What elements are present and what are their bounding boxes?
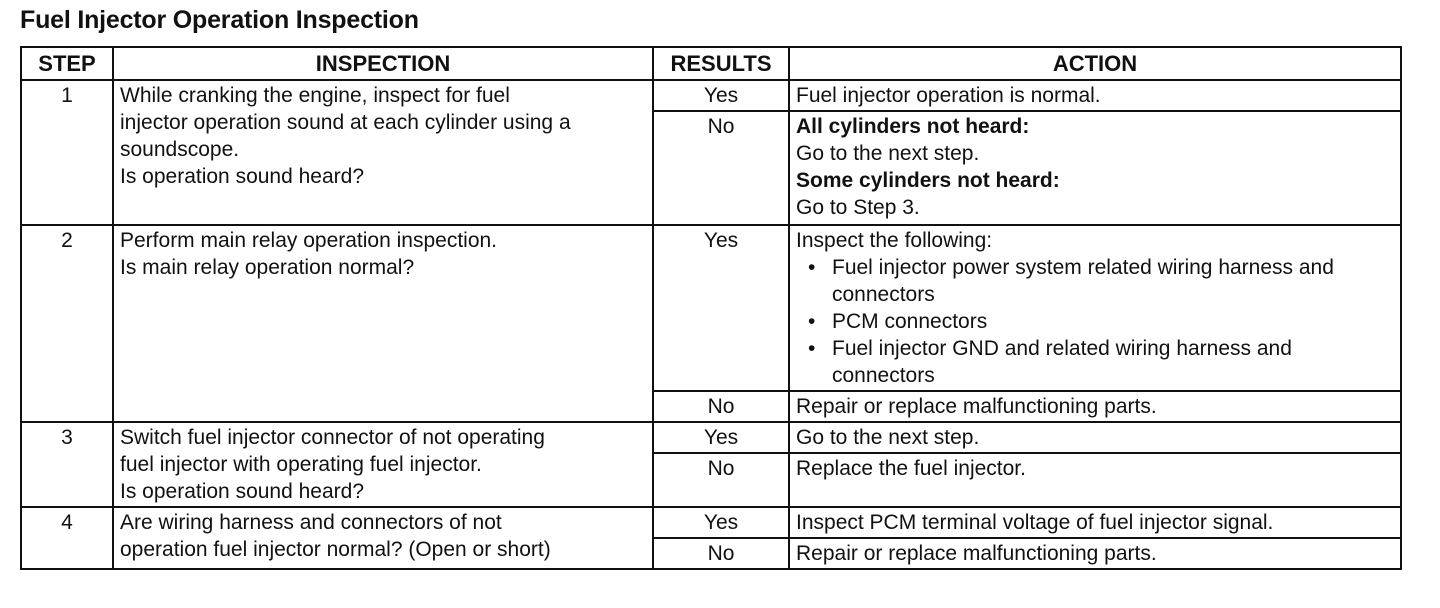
- result-no: No: [653, 111, 789, 225]
- action-condition: All cylinders not heard:: [796, 115, 1030, 138]
- result-no: No: [653, 391, 789, 422]
- action-condition: Some cylinders not heard:: [796, 169, 1060, 192]
- action-text: Go to Step 3.: [796, 196, 920, 219]
- action-text: Fuel injector operation is normal.: [789, 80, 1401, 111]
- table-row: [21, 507, 1401, 538]
- table-row: [21, 80, 1401, 111]
- table-row: [21, 225, 1401, 391]
- header-inspection: INSPECTION: [113, 47, 653, 80]
- inspection-text: Perform main relay operation inspection. Is main relay operation normal?: [113, 225, 653, 422]
- action-text: Go to the next step.: [796, 142, 980, 165]
- result-yes: Yes: [653, 507, 789, 538]
- page-title: Fuel Injector Operation Inspection: [20, 6, 419, 34]
- inspection-text: Are wiring harness and connectors of not operation fuel injector normal? (Open or short): [113, 507, 653, 569]
- action-cell: [789, 111, 1401, 225]
- result-yes: Yes: [653, 422, 789, 453]
- list-item: • Fuel injector GND and related wiring harness and connectors: [832, 335, 1394, 389]
- result-no: No: [653, 453, 789, 507]
- step-number: 2: [21, 225, 113, 422]
- header-step: STEP: [21, 47, 113, 80]
- step-number: 1: [21, 80, 113, 225]
- action-text: Replace the fuel injector.: [789, 453, 1401, 507]
- list-item: • Fuel injector power system related wiring harness and connectors: [832, 254, 1394, 308]
- action-cell: [789, 225, 1401, 391]
- inspection-table: [20, 46, 1402, 570]
- action-text: Repair or replace malfunctioning parts.: [789, 538, 1401, 569]
- inspection-text: While cranking the engine, inspect for fuel injector operation sound at each cylinder using a soundscope. Is operation sound heard?: [113, 80, 653, 225]
- table-row: [21, 422, 1401, 453]
- bullet-list: [796, 254, 1394, 389]
- step-number: 3: [21, 422, 113, 507]
- header-action: ACTION: [789, 47, 1401, 80]
- action-text: Inspect PCM terminal voltage of fuel injector signal.: [789, 507, 1401, 538]
- action-text: Repair or replace malfunctioning parts.: [789, 391, 1401, 422]
- inspection-text: Switch fuel injector connector of not operating fuel injector with operating fuel injector. Is operation sound heard?: [113, 422, 653, 507]
- list-item: • PCM connectors: [832, 308, 1394, 335]
- table-header-row: [21, 47, 1401, 80]
- header-results: RESULTS: [653, 47, 789, 80]
- result-no: No: [653, 538, 789, 569]
- result-yes: Yes: [653, 80, 789, 111]
- step-number: 4: [21, 507, 113, 569]
- result-yes: Yes: [653, 225, 789, 391]
- action-text: Go to the next step.: [789, 422, 1401, 453]
- action-intro: Inspect the following:: [796, 229, 993, 252]
